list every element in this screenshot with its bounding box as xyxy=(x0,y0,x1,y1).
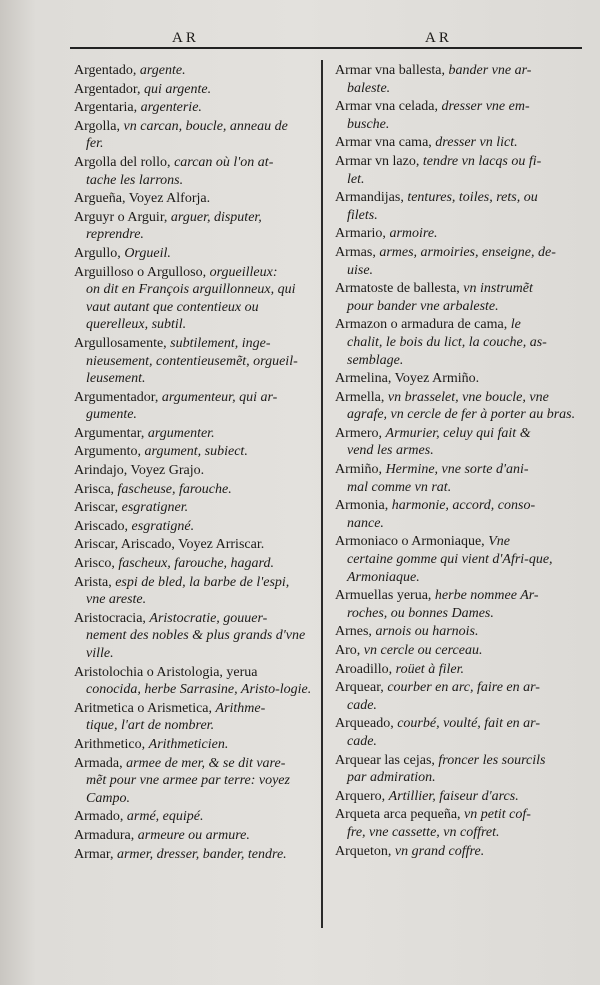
dictionary-entry xyxy=(74,755,314,808)
dictionary-entry xyxy=(74,827,314,845)
entry-definition: fascheuse, farouche. xyxy=(117,481,232,497)
dictionary-entry xyxy=(335,461,583,496)
entry-headword: Armoniaco o Armoniaque, xyxy=(335,534,485,550)
entry-definition: esgratigné. xyxy=(131,518,195,534)
entry-definition: Armurier, celuy qui fait & xyxy=(385,425,531,441)
entry-definition: argument, subiect. xyxy=(144,444,248,460)
dictionary-entry xyxy=(74,154,314,189)
dictionary-entry xyxy=(74,118,314,153)
entry-headword: Argolla, xyxy=(74,118,121,134)
entry-definition: argumenter. xyxy=(147,425,215,441)
entry-continuation: gumente. xyxy=(86,407,137,423)
entry-headword: Argueña, Voyez Alforja. xyxy=(74,191,211,207)
entry-definition: armeure ou armure. xyxy=(137,827,250,843)
entry-headword: Argullo, xyxy=(74,245,121,261)
entry-headword: Armadura, xyxy=(74,827,135,843)
entry-headword: Arquear las cejas, xyxy=(335,752,435,768)
entry-headword: Argumentador, xyxy=(74,389,159,405)
entry-headword: Arquero, xyxy=(335,788,386,804)
entry-continuation: fer. xyxy=(86,136,104,152)
entry-headword: Arguilloso o Argulloso, xyxy=(74,264,207,280)
entry-headword: Armazon o armadura de cama, xyxy=(335,317,508,333)
dictionary-entry xyxy=(74,245,314,263)
entry-headword: Arista, xyxy=(74,574,112,590)
entry-definition: le xyxy=(510,317,521,333)
entry-continuation: cade. xyxy=(347,733,377,749)
entry-headword: Armatoste de ballesta, xyxy=(335,281,460,297)
dictionary-entry xyxy=(74,664,314,699)
dictionary-entry xyxy=(74,209,314,244)
dictionary-entry xyxy=(335,62,583,97)
entry-definition: subtilement, inge- xyxy=(170,335,271,351)
entry-continuation: fre, vne cassette, vn coffret. xyxy=(347,824,500,840)
header-rule xyxy=(70,47,582,49)
entry-definition: vn carcan, boucle, anneau de xyxy=(123,118,288,134)
dictionary-entry xyxy=(335,153,583,188)
entry-continuation: busche. xyxy=(347,116,390,132)
entry-definition: tentures, toiles, rets, ou xyxy=(407,190,538,206)
dictionary-entry xyxy=(74,846,314,864)
dictionary-entry xyxy=(335,533,583,586)
entry-continuation: filets. xyxy=(347,207,378,223)
entry-continuation: tache les larrons. xyxy=(86,172,184,188)
entry-continuation: mẽt pour vne armee par terre: voyez Campo. xyxy=(86,773,290,806)
dictionary-entry xyxy=(335,642,583,660)
entry-definition: Orgueil. xyxy=(124,245,171,261)
entry-definition: fascheux, farouche, hagard. xyxy=(118,556,274,572)
entry-headword: Aristolochia o Aristologia, yerua xyxy=(74,664,258,680)
entry-definition: harmonie, accord, conso- xyxy=(391,498,536,514)
entry-definition: tendre vn lacqs ou fi- xyxy=(422,153,542,169)
entry-continuation: let. xyxy=(347,171,365,187)
dictionary-entry xyxy=(335,389,583,424)
entry-headword: Argumento, xyxy=(74,444,142,460)
dictionary-entry xyxy=(335,425,583,460)
entry-headword: Argullosamente, xyxy=(74,335,167,351)
entry-definition: Arithmeticien. xyxy=(148,736,229,752)
dictionary-entry xyxy=(335,843,583,861)
entry-headword: Arqueado, xyxy=(335,716,394,732)
entry-definition: armoire. xyxy=(389,226,438,242)
dictionary-entry xyxy=(74,808,314,826)
dictionary-entry xyxy=(335,225,583,243)
dictionary-entry xyxy=(74,190,314,208)
entry-definition: arguer, disputer, xyxy=(170,209,262,225)
dictionary-entry xyxy=(74,610,314,663)
entry-continuation: on dit en François arguillonneux, qui vaut autant que contentieux ou querelleux, subtil. xyxy=(86,282,296,333)
entry-headword: Argentaria, xyxy=(74,100,138,116)
entry-definition: argenterie. xyxy=(140,100,202,116)
entry-headword: Argentador, xyxy=(74,81,141,97)
dictionary-entry xyxy=(335,316,583,369)
entry-headword: Ariscar, xyxy=(74,500,119,516)
entry-definition: Artillier, faiseur d'arcs. xyxy=(388,788,519,804)
entry-definition: Hermine, vne sorte d'ani- xyxy=(385,462,529,478)
entry-headword: Armella, xyxy=(335,389,385,405)
dictionary-entry xyxy=(74,264,314,334)
entry-continuation: certaine gomme qui vient d'Afri-que, Armoniaque. xyxy=(347,552,553,585)
entry-definition: Aristocratie, gouuer- xyxy=(149,610,268,626)
entry-continuation: conocida, herbe Sarrasine, Aristo-logie. xyxy=(86,682,312,698)
dictionary-entry xyxy=(335,98,583,133)
entry-headword: Ariscado, xyxy=(74,518,129,534)
entry-headword: Aro, xyxy=(335,643,361,658)
dictionary-entry xyxy=(74,81,314,99)
entry-definition: espi de bled, la barbe de l'espi, xyxy=(115,574,290,590)
entry-continuation: vend les armes. xyxy=(347,443,434,459)
dictionary-entry xyxy=(74,700,314,735)
entry-continuation: roches, ou bonnes Dames. xyxy=(347,605,494,621)
entry-continuation: mal comme vn rat. xyxy=(347,479,452,495)
entry-headword: Armelina, Voyez Armiño. xyxy=(335,371,480,387)
dictionary-entry xyxy=(335,497,583,532)
entry-definition: vn brasselet, vne boucle, vne xyxy=(387,389,549,405)
entry-definition: Arithme- xyxy=(215,700,266,716)
entry-definition: vn petit cof- xyxy=(464,807,531,823)
dictionary-entry xyxy=(335,788,583,806)
dictionary-entry xyxy=(335,244,583,279)
entry-definition: dresser vn lict. xyxy=(435,135,518,151)
entry-definition: carcan où l'on at- xyxy=(174,154,274,170)
entry-headword: Armario, xyxy=(335,226,386,242)
entry-continuation: baleste. xyxy=(347,80,391,96)
dictionary-entry xyxy=(335,587,583,622)
dictionary-entry xyxy=(74,736,314,754)
entry-headword: Armiño, xyxy=(335,462,383,478)
entry-definition: armes, armoiries, enseigne, de- xyxy=(379,244,556,260)
entry-headword: Arqueta arca pequeña, xyxy=(335,807,461,823)
entry-continuation: reprendre. xyxy=(86,227,144,243)
entry-definition: vn grand coffre. xyxy=(394,843,485,859)
entry-continuation: nance. xyxy=(347,515,384,531)
dictionary-entry xyxy=(74,481,314,499)
entry-continuation: chalit, le bois du lict, la couche, as-semblage. xyxy=(347,334,547,368)
dictionary-entry xyxy=(335,623,583,641)
entry-headword: Argumentar, xyxy=(74,425,145,441)
entry-definition: courber en arc, faire en ar- xyxy=(387,680,540,696)
dictionary-entry xyxy=(74,518,314,536)
dictionary-entry xyxy=(74,499,314,517)
entry-headword: Armandijas, xyxy=(335,190,404,206)
entry-continuation: tique, l'art de nombrer. xyxy=(86,718,215,734)
entry-continuation: uise. xyxy=(347,262,374,278)
entry-headword: Arqueton, xyxy=(335,843,392,859)
running-header-left: AR xyxy=(172,30,199,46)
entry-continuation: cade. xyxy=(347,697,377,713)
dictionary-entry xyxy=(74,389,314,424)
dictionary-entry xyxy=(335,806,583,841)
dictionary-entry xyxy=(335,370,583,388)
dictionary-entry xyxy=(335,280,583,315)
entry-headword: Armonia, xyxy=(335,498,389,514)
dictionary-entry xyxy=(74,425,314,443)
dictionary-entry xyxy=(335,752,583,787)
dictionary-entry xyxy=(74,536,314,554)
dictionary-entry xyxy=(74,462,314,480)
entry-definition: dresser vne em- xyxy=(441,99,530,115)
entry-definition: vn cercle ou cerceau. xyxy=(363,643,483,658)
entry-headword: Armero, xyxy=(335,425,383,441)
entry-headword: Arindajo, Voyez Grajo. xyxy=(74,463,205,479)
entry-headword: Armuellas yerua, xyxy=(335,588,432,604)
dictionary-entry xyxy=(335,189,583,224)
entry-definition: argumenteur, qui ar- xyxy=(161,389,278,405)
entry-headword: Arnes, xyxy=(335,624,372,640)
entry-headword: Arithmetico, xyxy=(74,736,146,752)
entry-continuation: nement des nobles & plus grands d'vne ville. xyxy=(86,628,306,661)
entry-headword: Armar vna ballesta, xyxy=(335,63,446,78)
entry-headword: Armar vna cama, xyxy=(335,135,432,151)
dictionary-entry xyxy=(74,335,314,388)
entry-continuation: vne areste. xyxy=(86,592,147,608)
left-column xyxy=(74,62,314,864)
entry-headword: Armar, xyxy=(74,846,114,862)
entry-headword: Argolla del rollo, xyxy=(74,154,171,170)
entry-definition: bander vne ar- xyxy=(448,63,532,78)
entry-definition: esgratigner. xyxy=(121,500,189,516)
entry-definition: roüet à filer. xyxy=(395,661,464,677)
entry-definition: Vne xyxy=(488,534,510,550)
entry-headword: Argentado, xyxy=(74,63,137,78)
entry-headword: Armar vn lazo, xyxy=(335,153,420,169)
entry-headword: Armas, xyxy=(335,244,376,260)
dictionary-entry xyxy=(74,443,314,461)
entry-headword: Armado, xyxy=(74,809,124,825)
entry-definition: courbé, voulté, fait en ar- xyxy=(397,716,540,732)
entry-definition: armé, equipé. xyxy=(126,809,204,825)
entry-continuation: pour bander vne arbaleste. xyxy=(347,298,499,314)
entry-continuation: agrafe, vn cercle de fer à porter au bras. xyxy=(347,407,576,423)
entry-headword: Ariscar, Ariscado, Voyez Arriscar. xyxy=(74,537,265,553)
entry-headword: Armar vna celada, xyxy=(335,99,438,115)
entry-definition: arnois ou harnois. xyxy=(375,624,479,640)
dictionary-entry xyxy=(335,715,583,750)
dictionary-entry xyxy=(74,62,314,80)
entry-definition: armer, dresser, bander, tendre. xyxy=(116,846,287,862)
entry-definition: qui argente. xyxy=(143,81,212,97)
entry-headword: Armada, xyxy=(74,755,123,771)
entry-headword: Aristocracia, xyxy=(74,610,146,626)
entry-headword: Arisco, xyxy=(74,556,115,572)
column-divider xyxy=(321,60,323,928)
entry-definition: argente. xyxy=(139,63,186,78)
running-header-right: AR xyxy=(425,30,452,46)
dictionary-entry xyxy=(335,661,583,679)
dictionary-entry xyxy=(74,99,314,117)
entry-headword: Aroadillo, xyxy=(335,661,393,677)
entry-headword: Arguyr o Arguir, xyxy=(74,209,168,225)
entry-headword: Arquear, xyxy=(335,680,384,696)
dictionary-entry xyxy=(74,574,314,609)
dictionary-entry xyxy=(335,134,583,152)
entry-headword: Aritmetica o Arismetica, xyxy=(74,700,213,716)
entry-continuation: nieusement, contentieusemẽt, orgueil-leusement. xyxy=(86,353,298,387)
entry-definition: vn instrumẽt xyxy=(463,281,533,297)
entry-definition: orgueilleux: xyxy=(209,264,278,280)
right-column xyxy=(335,62,583,861)
dictionary-entry xyxy=(335,679,583,714)
entry-definition: armee de mer, & se dit vare- xyxy=(126,755,286,771)
entry-definition: froncer les sourcils xyxy=(438,752,546,768)
entry-continuation: par admiration. xyxy=(347,770,436,786)
entry-headword: Arisca, xyxy=(74,481,115,497)
entry-definition: herbe nommee Ar- xyxy=(434,588,539,604)
dictionary-entry xyxy=(74,555,314,573)
